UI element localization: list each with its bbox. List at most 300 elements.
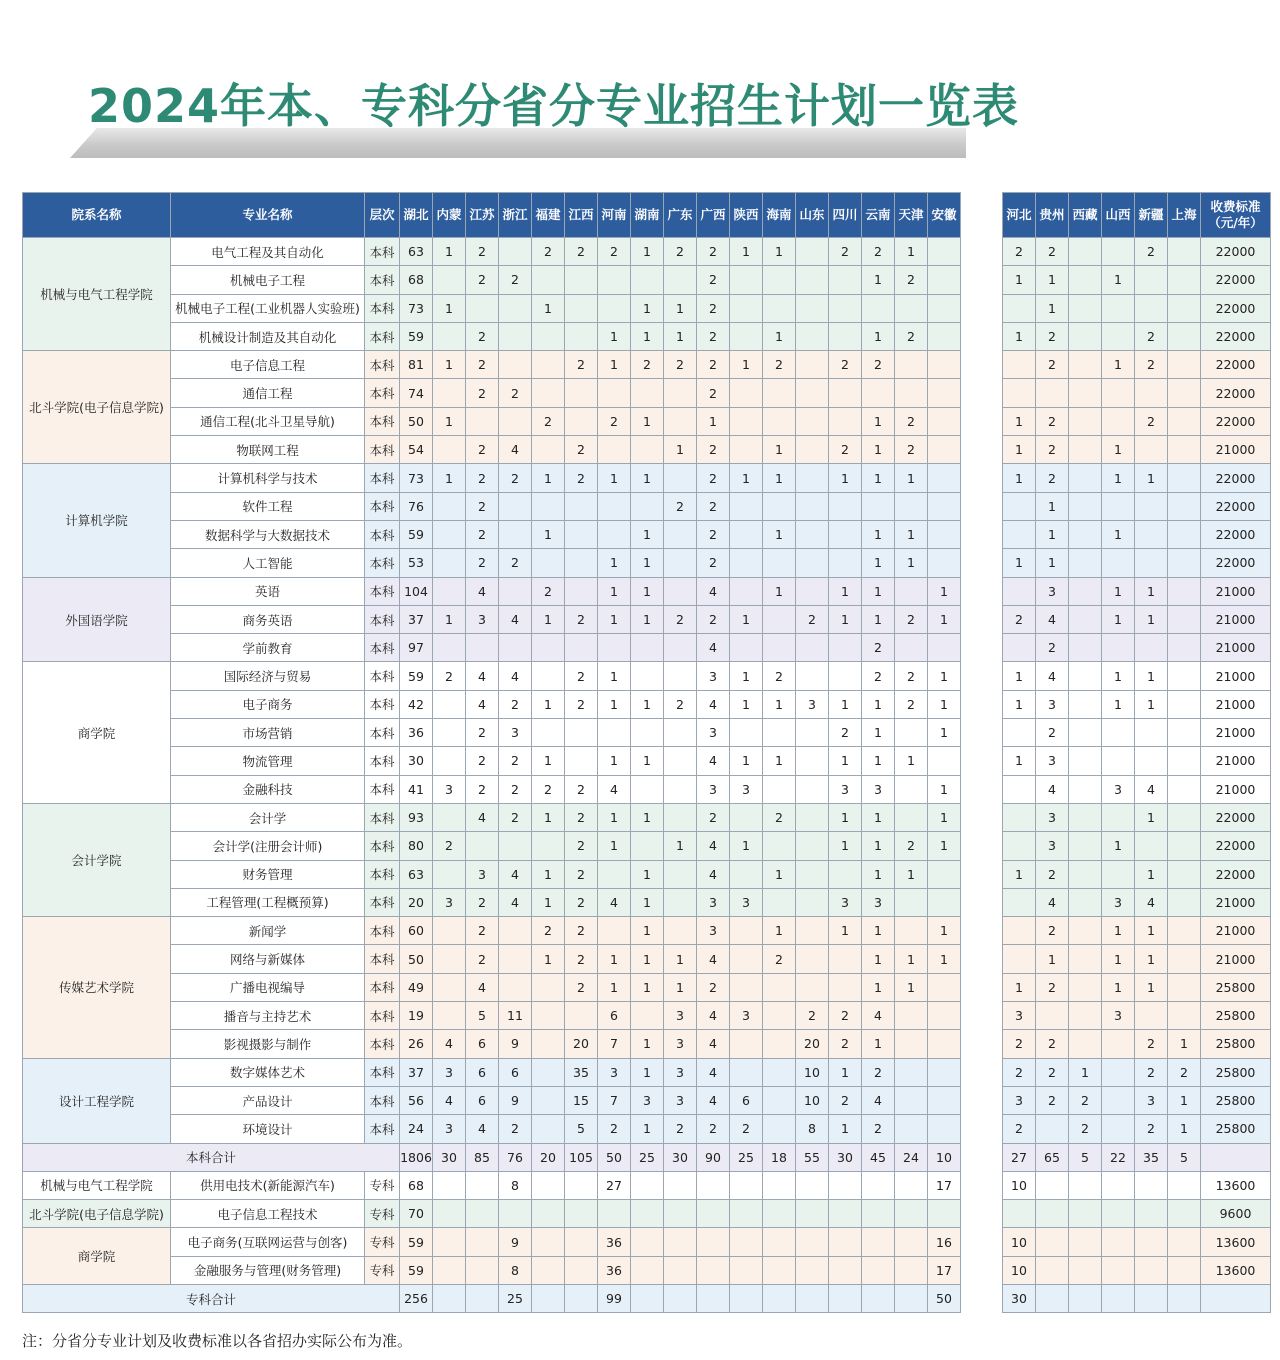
quota-cell	[928, 379, 961, 407]
quota-cell	[1003, 832, 1036, 860]
quota-cell: 4	[433, 1030, 466, 1058]
quota-cell	[928, 436, 961, 464]
quota-cell: 1	[433, 351, 466, 379]
quota-cell: 8	[499, 1171, 532, 1199]
quota-cell	[466, 634, 499, 662]
quota-cell: 1	[763, 238, 796, 266]
quota-cell	[730, 492, 763, 520]
gap-cell	[961, 1086, 1003, 1114]
quota-cell	[928, 888, 961, 916]
quota-cell: 1	[532, 464, 565, 492]
gap-cell	[961, 605, 1003, 633]
quota-cell: 1	[763, 690, 796, 718]
level: 本科	[365, 436, 400, 464]
quota-cell	[631, 1256, 664, 1284]
quota-cell	[499, 577, 532, 605]
header-province: 山东	[796, 193, 829, 238]
quota-cell	[1102, 407, 1135, 435]
table-row	[23, 322, 1271, 350]
quota-cell	[1168, 860, 1201, 888]
quota-cell	[631, 436, 664, 464]
quota-cell	[631, 1200, 664, 1228]
quota-cell	[928, 351, 961, 379]
quota-cell: 1	[862, 266, 895, 294]
total-cell: 18	[763, 1143, 796, 1171]
quota-cell: 27	[598, 1171, 631, 1199]
quota-cell	[796, 1228, 829, 1256]
quota-cell	[829, 973, 862, 1001]
major-name: 国际经济与贸易	[171, 662, 365, 690]
level: 本科	[365, 945, 400, 973]
quota-cell	[1135, 634, 1168, 662]
header-province: 安徽	[928, 193, 961, 238]
header-province: 云南	[862, 193, 895, 238]
total-cell: 35	[1135, 1143, 1168, 1171]
quota-cell	[1102, 803, 1135, 831]
quota-cell	[730, 634, 763, 662]
quota-cell: 1	[1102, 690, 1135, 718]
dept-name: 设计工程学院	[23, 1058, 171, 1143]
quota-cell	[433, 322, 466, 350]
quota-cell	[730, 1228, 763, 1256]
header-dept: 院系名称	[23, 193, 171, 238]
quota-cell	[697, 1228, 730, 1256]
quota-cell	[1135, 832, 1168, 860]
quota-cell: 1	[862, 973, 895, 1001]
quota-cell	[862, 294, 895, 322]
fee-cell: 25800	[1201, 1002, 1271, 1030]
fee-cell: 22000	[1201, 322, 1271, 350]
quota-cell	[1003, 294, 1036, 322]
quota-cell: 4	[697, 832, 730, 860]
quota-cell: 2	[598, 238, 631, 266]
quota-cell: 70	[400, 1200, 433, 1228]
gap-cell	[961, 1115, 1003, 1143]
quota-cell	[763, 1030, 796, 1058]
total-cell	[895, 1284, 928, 1312]
quota-cell: 1	[730, 464, 763, 492]
total-cell: 10	[928, 1143, 961, 1171]
quota-cell: 1	[829, 747, 862, 775]
quota-cell: 2	[466, 747, 499, 775]
quota-cell: 81	[400, 351, 433, 379]
quota-cell	[796, 294, 829, 322]
quota-cell	[1069, 577, 1102, 605]
quota-cell	[1168, 662, 1201, 690]
quota-cell: 1	[1102, 266, 1135, 294]
quota-cell	[763, 1200, 796, 1228]
quota-cell: 4	[697, 634, 730, 662]
quota-cell: 2	[1003, 605, 1036, 633]
major-name: 软件工程	[171, 492, 365, 520]
major-name: 金融服务与管理(财务管理)	[171, 1256, 365, 1284]
quota-cell: 2	[499, 1115, 532, 1143]
quota-cell	[1168, 294, 1201, 322]
quota-cell	[532, 973, 565, 1001]
quota-cell: 1	[1135, 464, 1168, 492]
quota-cell	[532, 322, 565, 350]
quota-cell	[895, 1058, 928, 1086]
quota-cell: 1	[1102, 464, 1135, 492]
quota-cell: 3	[730, 1002, 763, 1030]
quota-cell	[796, 266, 829, 294]
quota-cell	[532, 1030, 565, 1058]
quota-cell	[1102, 1256, 1135, 1284]
quota-cell	[598, 436, 631, 464]
quota-cell: 4	[466, 1115, 499, 1143]
quota-cell: 1	[730, 238, 763, 266]
quota-cell	[1135, 1002, 1168, 1030]
quota-cell	[697, 1200, 730, 1228]
quota-cell: 1	[664, 945, 697, 973]
quota-cell: 2	[697, 605, 730, 633]
quota-cell	[1168, 690, 1201, 718]
quota-cell	[664, 747, 697, 775]
quota-cell	[796, 520, 829, 548]
quota-cell	[730, 973, 763, 1001]
quota-cell: 2	[895, 322, 928, 350]
quota-cell	[829, 294, 862, 322]
quota-cell	[1168, 407, 1201, 435]
gap-cell	[961, 322, 1003, 350]
quota-cell	[928, 407, 961, 435]
dept-name: 计算机学院	[23, 464, 171, 577]
quota-cell: 1	[433, 238, 466, 266]
table-row	[23, 945, 1271, 973]
quota-cell: 2	[1036, 464, 1069, 492]
total-fee	[1201, 1143, 1271, 1171]
quota-cell	[895, 1171, 928, 1199]
quota-cell	[1069, 1171, 1102, 1199]
quota-cell	[565, 719, 598, 747]
quota-cell	[895, 803, 928, 831]
quota-cell: 1	[895, 860, 928, 888]
quota-cell	[895, 577, 928, 605]
quota-cell	[598, 634, 631, 662]
quota-cell	[730, 1030, 763, 1058]
quota-cell	[1069, 322, 1102, 350]
quota-cell	[499, 520, 532, 548]
quota-cell: 2	[532, 775, 565, 803]
quota-cell: 3	[1036, 803, 1069, 831]
fee-cell: 21000	[1201, 719, 1271, 747]
quota-cell: 2	[697, 322, 730, 350]
level: 本科	[365, 803, 400, 831]
gap-cell	[961, 1228, 1003, 1256]
quota-cell: 4	[697, 690, 730, 718]
quota-cell	[1003, 577, 1036, 605]
quota-cell: 2	[862, 662, 895, 690]
quota-cell	[664, 379, 697, 407]
quota-cell: 1	[433, 294, 466, 322]
total-cell	[796, 1284, 829, 1312]
quota-cell	[1036, 1171, 1069, 1199]
quota-cell	[796, 917, 829, 945]
table-row	[23, 747, 1271, 775]
enrollment-plan-table	[22, 192, 1271, 1313]
quota-cell	[796, 1200, 829, 1228]
quota-cell: 4	[1036, 888, 1069, 916]
quota-cell	[1102, 719, 1135, 747]
quota-cell	[829, 549, 862, 577]
level: 本科	[365, 351, 400, 379]
quota-cell	[796, 549, 829, 577]
fee-cell: 22000	[1201, 803, 1271, 831]
quota-cell	[895, 1256, 928, 1284]
quota-cell: 2	[466, 719, 499, 747]
quota-cell: 2	[1036, 1030, 1069, 1058]
table-row	[23, 775, 1271, 803]
quota-cell: 2	[697, 294, 730, 322]
quota-cell: 2	[664, 605, 697, 633]
quota-cell	[466, 1256, 499, 1284]
quota-cell	[730, 549, 763, 577]
quota-cell: 4	[466, 973, 499, 1001]
quota-cell	[631, 1228, 664, 1256]
quota-cell	[664, 719, 697, 747]
quota-cell: 2	[763, 351, 796, 379]
quota-cell: 3	[862, 888, 895, 916]
quota-cell: 3	[862, 775, 895, 803]
quota-cell	[928, 1200, 961, 1228]
total-fee	[1201, 1284, 1271, 1312]
quota-cell	[631, 662, 664, 690]
major-name: 机械电子工程	[171, 266, 365, 294]
quota-cell	[928, 464, 961, 492]
quota-cell: 6	[598, 1002, 631, 1030]
quota-cell	[433, 634, 466, 662]
quota-cell: 1	[862, 860, 895, 888]
quota-cell	[1069, 549, 1102, 577]
level: 本科	[365, 549, 400, 577]
quota-cell: 1	[928, 719, 961, 747]
quota-cell: 1	[1135, 605, 1168, 633]
quota-cell	[928, 238, 961, 266]
quota-cell	[466, 1171, 499, 1199]
total-cell: 5	[1168, 1143, 1201, 1171]
quota-cell: 1	[433, 407, 466, 435]
quota-cell	[862, 1256, 895, 1284]
level: 本科	[365, 1058, 400, 1086]
quota-cell: 1	[1036, 492, 1069, 520]
quota-cell: 2	[1036, 973, 1069, 1001]
total-cell: 30	[433, 1143, 466, 1171]
quota-cell	[796, 803, 829, 831]
quota-cell	[598, 1200, 631, 1228]
quota-cell	[895, 492, 928, 520]
quota-cell: 2	[1036, 238, 1069, 266]
gap-cell	[961, 634, 1003, 662]
total-cell: 65	[1036, 1143, 1069, 1171]
quota-cell: 1	[928, 605, 961, 633]
quota-cell	[1069, 719, 1102, 747]
table-row	[23, 888, 1271, 916]
quota-cell	[433, 379, 466, 407]
quota-cell	[598, 492, 631, 520]
total-cell: 25	[499, 1284, 532, 1312]
quota-cell: 56	[400, 1086, 433, 1114]
quota-cell	[1135, 1200, 1168, 1228]
quota-cell	[1069, 803, 1102, 831]
quota-cell: 1	[763, 860, 796, 888]
quota-cell: 36	[598, 1256, 631, 1284]
quota-cell: 2	[1036, 407, 1069, 435]
quota-cell	[1168, 803, 1201, 831]
quota-cell: 1	[631, 464, 664, 492]
quota-cell	[664, 860, 697, 888]
quota-cell	[664, 634, 697, 662]
quota-cell: 1	[631, 294, 664, 322]
level: 本科	[365, 832, 400, 860]
table-row	[23, 549, 1271, 577]
quota-cell	[730, 407, 763, 435]
quota-cell	[565, 1002, 598, 1030]
quota-cell: 2	[1003, 1115, 1036, 1143]
gap-cell	[961, 1200, 1003, 1228]
quota-cell: 1	[631, 407, 664, 435]
quota-cell: 3	[1036, 747, 1069, 775]
gap-cell	[961, 464, 1003, 492]
quota-cell: 2	[565, 917, 598, 945]
quota-cell: 4	[499, 605, 532, 633]
quota-cell	[796, 407, 829, 435]
quota-cell	[730, 520, 763, 548]
quota-cell: 1	[763, 747, 796, 775]
major-name: 通信工程(北斗卫星导航)	[171, 407, 365, 435]
quota-cell: 2	[697, 436, 730, 464]
quota-cell: 2	[466, 379, 499, 407]
gap-cell	[961, 520, 1003, 548]
quota-cell	[565, 492, 598, 520]
quota-cell: 1	[598, 351, 631, 379]
gap-cell	[961, 832, 1003, 860]
quota-cell	[1003, 492, 1036, 520]
quota-cell: 1	[598, 605, 631, 633]
quota-cell: 2	[697, 803, 730, 831]
fee-cell: 21000	[1201, 775, 1271, 803]
quota-cell: 1	[433, 605, 466, 633]
quota-cell: 1	[631, 690, 664, 718]
fee-cell: 25800	[1201, 1086, 1271, 1114]
quota-cell: 2	[499, 379, 532, 407]
quota-cell	[763, 407, 796, 435]
fee-cell: 25800	[1201, 1058, 1271, 1086]
quota-cell	[1135, 1171, 1168, 1199]
header-province: 上海	[1168, 193, 1201, 238]
quota-cell	[1168, 464, 1201, 492]
quota-cell	[1069, 662, 1102, 690]
quota-cell	[1135, 747, 1168, 775]
quota-cell: 2	[565, 860, 598, 888]
quota-cell	[1168, 577, 1201, 605]
quota-cell	[1135, 1228, 1168, 1256]
quota-cell: 2	[1036, 634, 1069, 662]
quota-cell	[1135, 520, 1168, 548]
total-cell: 45	[862, 1143, 895, 1171]
quota-cell	[763, 1086, 796, 1114]
quota-cell: 3	[499, 719, 532, 747]
quota-cell: 4	[466, 803, 499, 831]
quota-cell: 1	[598, 973, 631, 1001]
quota-cell: 50	[400, 407, 433, 435]
quota-cell: 20	[796, 1030, 829, 1058]
quota-cell: 1	[862, 690, 895, 718]
quota-cell: 35	[565, 1058, 598, 1086]
quota-cell: 1	[598, 690, 631, 718]
quota-cell	[829, 266, 862, 294]
quota-cell	[499, 322, 532, 350]
major-name: 物流管理	[171, 747, 365, 775]
quota-cell	[730, 860, 763, 888]
quota-cell	[1003, 775, 1036, 803]
total-cell	[466, 1284, 499, 1312]
gap-cell	[961, 1143, 1003, 1171]
quota-cell: 1	[829, 1058, 862, 1086]
total-cell	[1135, 1284, 1168, 1312]
quota-cell	[433, 520, 466, 548]
quota-cell: 17	[928, 1171, 961, 1199]
quota-cell: 2	[499, 803, 532, 831]
dept-name: 传媒艺术学院	[23, 917, 171, 1058]
quota-cell	[532, 351, 565, 379]
major-name: 机械电子工程(工业机器人实验班)	[171, 294, 365, 322]
quota-cell	[433, 973, 466, 1001]
quota-cell	[829, 634, 862, 662]
quota-cell: 1	[1003, 690, 1036, 718]
quota-cell	[433, 1200, 466, 1228]
quota-cell: 2	[1036, 719, 1069, 747]
level: 专科	[365, 1171, 400, 1199]
gap-cell	[961, 747, 1003, 775]
quota-cell: 1	[862, 803, 895, 831]
total-cell	[565, 1284, 598, 1312]
quota-cell: 2	[895, 266, 928, 294]
fee-cell: 21000	[1201, 634, 1271, 662]
quota-cell: 1	[1102, 917, 1135, 945]
quota-cell: 1	[1102, 436, 1135, 464]
quota-cell	[532, 1002, 565, 1030]
quota-cell	[1102, 1086, 1135, 1114]
quota-cell: 1	[730, 690, 763, 718]
quota-cell	[664, 266, 697, 294]
quota-cell	[1069, 832, 1102, 860]
quota-cell: 2	[697, 351, 730, 379]
quota-cell: 4	[1036, 605, 1069, 633]
major-name: 市场营销	[171, 719, 365, 747]
quota-cell	[1168, 917, 1201, 945]
header-province: 河北	[1003, 193, 1036, 238]
quota-cell: 26	[400, 1030, 433, 1058]
table-row	[23, 1002, 1271, 1030]
quota-cell: 3	[598, 1058, 631, 1086]
dept-name: 商学院	[23, 1228, 171, 1285]
quota-cell: 16	[928, 1228, 961, 1256]
quota-cell: 1	[631, 803, 664, 831]
major-name: 电子信息工程技术	[171, 1200, 365, 1228]
header-province: 山西	[1102, 193, 1135, 238]
quota-cell	[631, 492, 664, 520]
quota-cell	[1069, 690, 1102, 718]
quota-cell: 1	[862, 322, 895, 350]
quota-cell	[763, 1256, 796, 1284]
quota-cell: 1	[598, 747, 631, 775]
quota-cell	[466, 407, 499, 435]
table-row	[23, 379, 1271, 407]
quota-cell	[1168, 238, 1201, 266]
quota-cell	[796, 888, 829, 916]
quota-cell: 2	[1135, 1030, 1168, 1058]
quota-cell	[499, 917, 532, 945]
